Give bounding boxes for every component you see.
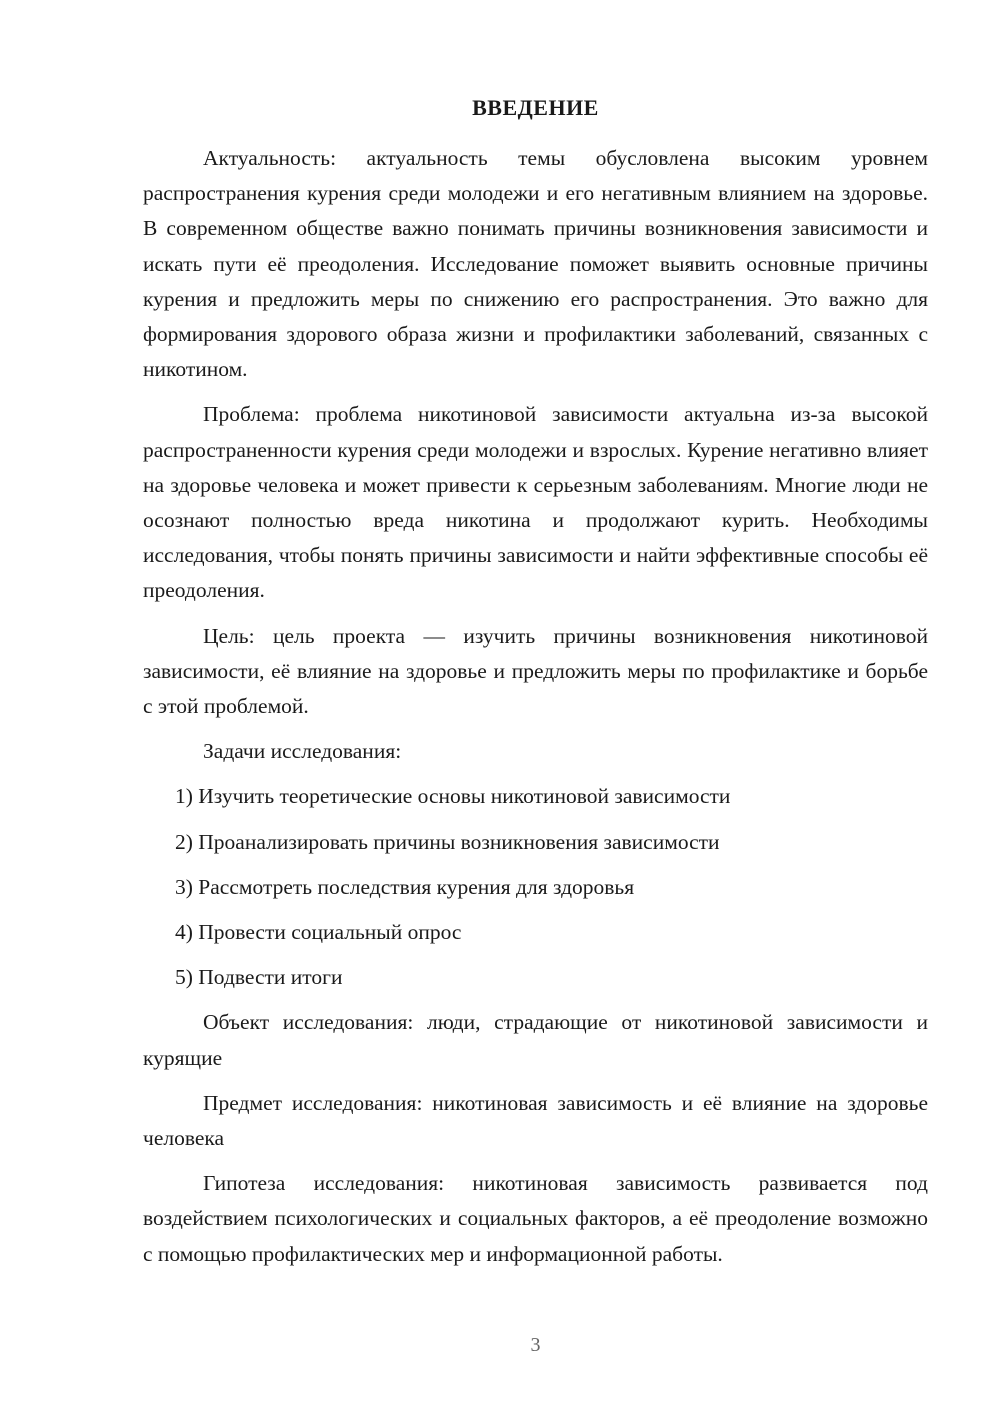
task-item: 4) Провести социальный опрос [175, 920, 462, 945]
document-body [143, 141, 928, 1282]
object-paragraph: Объект исследования: люди, страдающие от никотиновой зависимости и курящие [143, 1010, 928, 1070]
task-item: 5) Подвести итоги [175, 965, 343, 990]
relevance-paragraph: Актуальность: актуальность темы обусловлена высоким уровнем распространения курения среди молодежи и его негативным влиянием на здоровье. В современном обществе важно понимать причины возникновения зависимости и искать пути её преодоления. Исследование поможет выявить основные причины курения и предложить меры по снижению его распространения. Это важно для формирования здорового образа жизни и профилактики заболеваний, связанных с никотином. [143, 146, 928, 382]
tasks-title: Задачи исследования: [203, 739, 402, 764]
page-number: 3 [530, 1334, 541, 1356]
tasks-list [143, 779, 928, 995]
subject-paragraph: Предмет исследования: никотиновая зависимость и её влияние на здоровье человека [143, 1090, 928, 1151]
task-item: 2) Проанализировать причины возникновения зависимости [175, 829, 720, 854]
problem-paragraph: Проблема: проблема никотиновой зависимости актуальна из-за высокой распространенности курения среди молодежи и взрослых. Курение негативно влияет на здоровье человека и может привести к серьезным заболеваниям. Многие люди не осознают полностью вреда никотина и продолжают курить. Необходимы исследования, чтобы понять причины зависимости и найти эффективные способы её преодоления. [143, 402, 928, 603]
task-item: 1) Изучить теоретические основы никотиновой зависимости [175, 784, 731, 809]
document-page [143, 0, 928, 1414]
section-heading: ВВЕДЕНИЕ [472, 95, 599, 120]
goal-paragraph: Цель: цель проекта — изучить причины возникновения никотиновой зависимости, её влияние на здоровье и предложить меры по профилактике и борьбе с этой проблемой. [143, 623, 928, 719]
hypothesis-paragraph: Гипотеза исследования: никотиновая зависимость развивается под воздействием психологических и социальных факторов, а её преодоление возможно с помощью профилактических мер и информационной работы. [143, 1171, 928, 1266]
task-item: 3) Рассмотреть последствия курения для здоровья [175, 874, 635, 899]
